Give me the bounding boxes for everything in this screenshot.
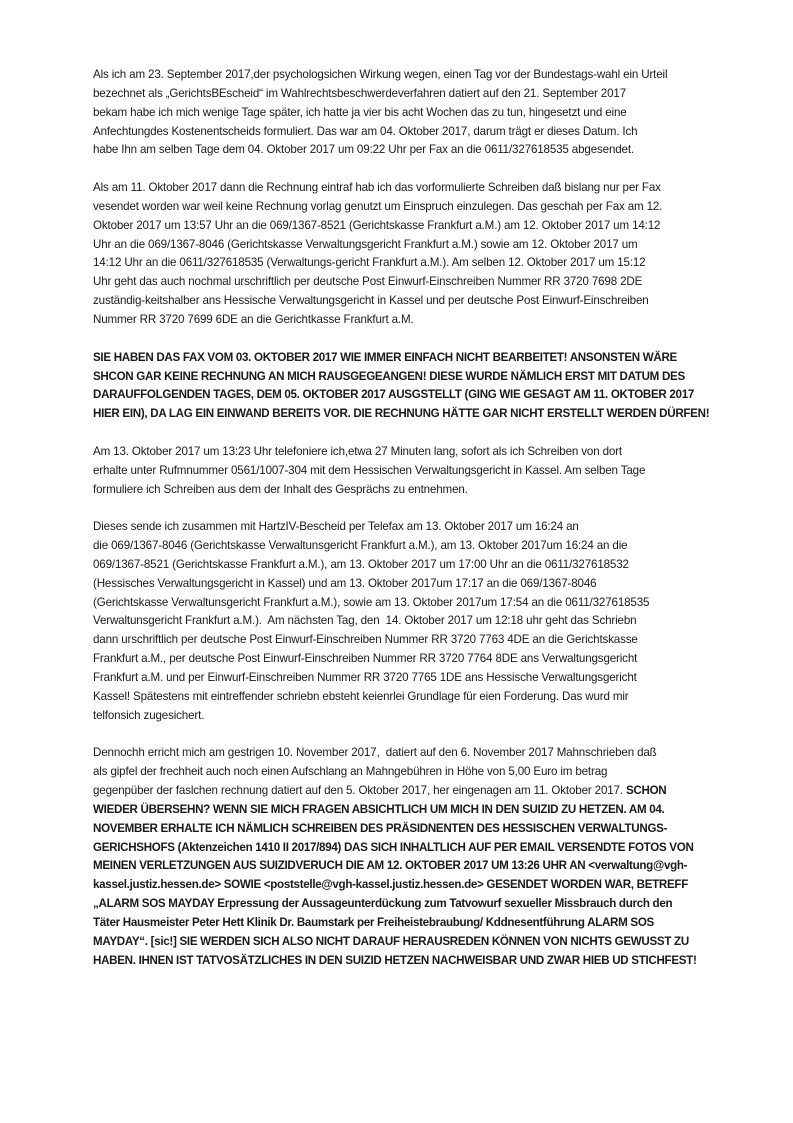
- text-line: [93, 386, 763, 405]
- text-segment: die 069/1367-8046 (Gerichtskasse Verwaltunsgericht Frankfurt a.M.), am 13. Oktober 2017um 16:24 an die: [93, 539, 628, 553]
- text-line: [93, 405, 763, 424]
- text-line: [93, 85, 763, 104]
- text-line: [93, 368, 763, 387]
- text-line: [93, 311, 763, 330]
- text-segment: Nummer RR 3720 7699 6DE an die Gerichtkasse Frankfurt a.M.: [93, 312, 414, 326]
- text-segment: 069/1367-8521 (Gerichtskasse Frankfurt a.M.), am 13. Oktober 2017 um 17:00 Uhr an die 0611/327618532: [93, 557, 629, 571]
- paragraph: [93, 349, 763, 424]
- text-segment: Uhr geht das auch nochmal urschriftlich per deutsche Post Einwurf-Einschreiben Nummer RR 3720 7698 2DE: [93, 275, 643, 289]
- bold-text-segment: NOVEMBER ERHALTE ICH NÄMLICH SCHREIBEN DES PRÄSIDNENTEN DES HESSISCHEN VERWALTUNGS-: [93, 821, 668, 835]
- text-segment: Kassel! Spätestens mit eintreffender schriebn ebsteht keienrlei Grundlage für eien Forderung. Das wurd mir: [93, 689, 629, 703]
- bold-text-segment: HIER EIN), DA LAG EIN EINWAND BEREITS VOR. DIE RECHNUNG HÄTTE GAR NICHT ERSTELLT WERDEN DÜRFEN!: [93, 407, 710, 421]
- text-line: [93, 933, 763, 952]
- bold-text-segment: SHCON GAR KEINE RECHNUNG AN MICH RAUSGEGEANGEN! DIESE WURDE NÄMLICH ERST MIT DATUM DES: [93, 369, 685, 383]
- bold-text-segment: HABEN. IHNEN IST TATVOSÄTZLICHES IN DEN SUIZID HETZEN NACHWEISBAR UND ZWAR HIEB UD STICHFEST!: [93, 953, 697, 967]
- text-line: [93, 952, 763, 971]
- text-segment: vesendet worden war weil keine Rechnung vorlag genutzt um Einspruch einzulegen. Das geschah per Fax am 12.: [93, 199, 663, 213]
- text-line: [93, 141, 763, 160]
- paragraph: [93, 518, 763, 725]
- text-line: [93, 895, 763, 914]
- text-line: [93, 820, 763, 839]
- text-line: [93, 236, 763, 255]
- text-segment: Uhr an die 069/1367-8046 (Gerichtskasse Verwaltungsgericht Frankfurt a.M.) sowie am 12. Oktober 2017 um: [93, 237, 638, 251]
- text-line: [93, 650, 763, 669]
- text-line: [93, 66, 763, 85]
- bold-text-segment: MEINEN VERLETZUNGEN AUS SUIZIDVERUCH DIE AM 12. OKTOBER 2017 UM 13:26 UHR AN <verwaltung@vgh-: [93, 859, 688, 873]
- text-line: [93, 217, 763, 236]
- text-line: [93, 462, 763, 481]
- text-segment: erhalte unter Rufmnummer 0561/1007-304 mit dem Hessischen Verwaltungsgericht in Kassel. Am selben Tage: [93, 463, 646, 477]
- text-segment: telfonsich zugesichert.: [93, 708, 205, 722]
- text-line: [93, 688, 763, 707]
- text-line: [93, 801, 763, 820]
- paragraph: [93, 443, 763, 500]
- text-line: [93, 518, 763, 537]
- text-segment: Frankfurt a.M., per deutsche Post Einwurf-Einschreiben Nummer RR 3720 7764 8DE ans Verwaltungsgericht: [93, 652, 638, 666]
- text-segment: gegenpüber der faslchen rechnung datiert auf den 5. Oktober 2017, her eingenagen am 11. Oktober 2017.: [93, 784, 626, 798]
- text-segment: Als ich am 23. September 2017,der psychologsichen Wirkung wegen, einen Tag vor der Bundestags-wahl ein Urteil: [93, 68, 668, 81]
- text-line: [93, 537, 763, 556]
- text-line: [93, 104, 763, 123]
- bold-text-segment: kassel.justiz.hessen.de> SOWIE <poststelle@vgh-kassel.justiz.hessen.de> GESENDET WORDEN WAR, BETREFF: [93, 878, 688, 892]
- text-segment: bekam habe ich mich wenige Tage später, ich hatte ja vier bis acht Wochen das zu tun, hingesetzt und eine: [93, 105, 627, 119]
- bold-text-segment: „ALARM SOS MAYDAY Erpressung der Aussageunterdückung zum Tatvowurf sexueller Missbrauch durch den: [93, 897, 673, 911]
- bold-text-segment: SIE HABEN DAS FAX VOM 03. OKTOBER 2017 WIE IMMER EINFACH NICHT BEARBEITET! ANSONSTEN WÄRE: [93, 350, 677, 364]
- text-line: [93, 254, 763, 273]
- text-line: [93, 349, 763, 368]
- bold-text-segment: DARAUFFOLGENDEN TAGES, DEM 05. OKTOBER 2017 AUSGSTELLT (GING WIE GESAGT AM 11. OKTOBER 2017: [93, 388, 695, 402]
- text-segment: bezechnet als „GerichtsBEscheid“ im Wahlrechtsbeschwerdeverfahren datiert auf den 21. September 2017: [93, 86, 626, 100]
- text-segment: Verwaltunsgericht Frankfurt a.M.). Am nächsten Tag, den 14. Oktober 2017 um 12:18 uhr geht das Schriebn: [93, 614, 637, 628]
- text-segment: (Hessisches Verwaltungsgericht in Kassel) und am 13. Oktober 2017um 17:17 an die 069/1367-8046: [93, 576, 597, 590]
- text-segment: Am 13. Oktober 2017 um 13:23 Uhr telefoniere ich,etwa 27 Minuten lang, sofort als ich Schreiben von dort: [93, 444, 622, 458]
- text-line: [93, 763, 763, 782]
- text-line: [93, 123, 763, 142]
- text-line: [93, 839, 763, 858]
- text-segment: zuständig-keitshalber ans Hessische Verwaltungsgericht in Kassel und per deutsche Post Einwurf-Einschreiben: [93, 294, 649, 308]
- paragraph: [93, 66, 763, 160]
- text-line: [93, 594, 763, 613]
- text-segment: Anfechtungdes Kostenentscheids formuliert. Das war am 04. Oktober 2017, darum trägt er dieses Datum. Ich: [93, 124, 638, 138]
- text-line: [93, 575, 763, 594]
- text-line: [93, 631, 763, 650]
- bold-text-segment: GERICHSHOFS (Aktenzeichen 1410 II 2017/894) DAS SICH INHALTLICH AUF PER EMAIL VERSENDTE FOTOS VON: [93, 840, 694, 854]
- bold-text-segment: Täter Hausmeister Peter Hett Klinik Dr. Baumstark per Freiheistebraubung/ Kddnesentführung ALARM SOS: [93, 915, 654, 929]
- text-segment: Dennochh erricht mich am gestrigen 10. November 2017, datiert auf den 6. November 2017 Mahnschrieben daß: [93, 746, 657, 760]
- text-line: [93, 481, 763, 500]
- paragraph: [93, 744, 763, 970]
- text-line: [93, 669, 763, 688]
- text-segment: formuliere ich Schreiben aus dem der Inhalt des Gesprächs zu entnehmen.: [93, 482, 468, 496]
- text-segment: Oktober 2017 um 13:57 Uhr an die 069/1367-8521 (Gerichtskasse Frankfurt a.M.) am 12. Oktober 2017 um 14:12: [93, 218, 661, 232]
- document-body: [93, 66, 763, 989]
- text-segment: (Gerichtskasse Verwaltunsgericht Frankfurt a.M.), sowie am 13. Oktober 2017um 17:54 an die 0611/327618535: [93, 595, 650, 609]
- bold-text-segment: SCHON: [626, 784, 667, 798]
- bold-text-segment: WIEDER ÜBERSEHN? WENN SIE MICH FRAGEN ABSICHTLICH UM MICH IN DEN SUIZID ZU HETZEN. AM 04.: [93, 802, 665, 816]
- bold-text-segment: MAYDAY“. [sic!] SIE WERDEN SICH ALSO NICHT DARAUF HERAUSREDEN KÖNNEN VON NICHTS GEWUSST ZU: [93, 934, 689, 948]
- text-line: [93, 198, 763, 217]
- text-segment: Als am 11. Oktober 2017 dann die Rechnung eintraf hab ich das vorformulierte Schreiben daß bislang nur per Fax: [93, 181, 661, 195]
- text-line: [93, 612, 763, 631]
- text-line: [93, 707, 763, 726]
- paragraph: [93, 179, 763, 330]
- text-segment: habe Ihn am selben Tage dem 04. Oktober 2017 um 09:22 Uhr per Fax an die 0611/327618535 abgesendet.: [93, 143, 634, 157]
- text-segment: Frankfurt a.M. und per Einwurf-Einschreiben Nummer RR 3720 7765 1DE ans Hessische Verwaltungsgericht: [93, 671, 637, 684]
- text-line: [93, 443, 763, 462]
- text-line: [93, 782, 763, 801]
- text-segment: 14:12 Uhr an die 0611/327618535 (Verwaltungs-gericht Frankfurt a.M.). Am selben 12. Oktober 2017 um 15:12: [93, 256, 646, 270]
- text-line: [93, 914, 763, 933]
- text-line: [93, 556, 763, 575]
- text-line: [93, 292, 763, 311]
- text-segment: als gipfel der frechheit auch noch einen Aufschlang an Mahngebühren in Höhe von 5,00 Euro im betrag: [93, 765, 608, 779]
- text-line: [93, 876, 763, 895]
- text-line: [93, 744, 763, 763]
- text-line: [93, 857, 763, 876]
- text-segment: dann urschriftlich per deutsche Post Einwurf-Einschreiben Nummer RR 3720 7763 4DE an die Gerichtskasse: [93, 633, 638, 647]
- text-line: [93, 179, 763, 198]
- text-line: [93, 273, 763, 292]
- text-segment: Dieses sende ich zusammen mit HartzIV-Bescheid per Telefax am 13. Oktober 2017 um 16:24 an: [93, 520, 579, 534]
